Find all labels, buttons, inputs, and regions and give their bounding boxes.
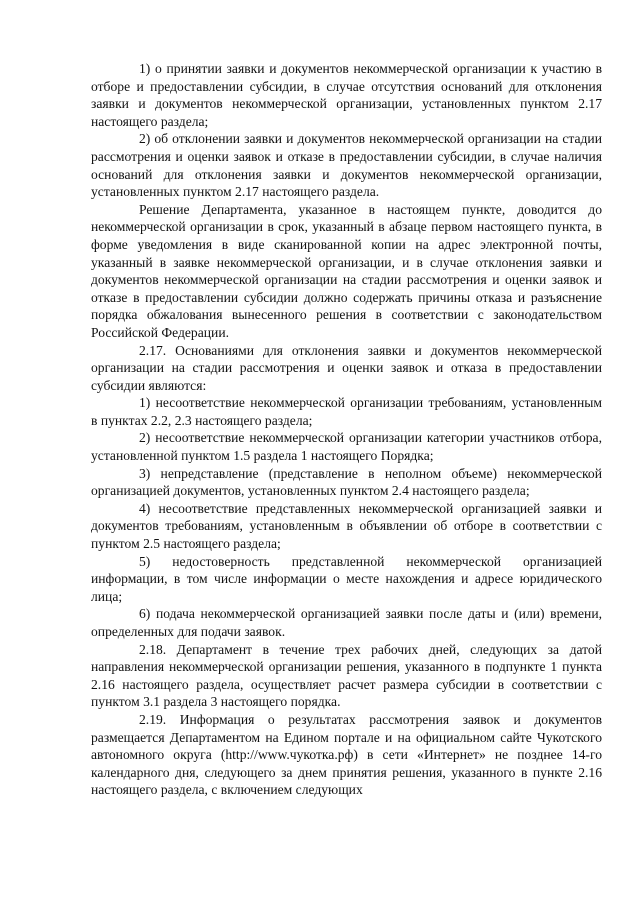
paragraph-decision-reject: 2) об отклонении заявки и документов некоммерческой организации на стадии рассмотрения и оценки заявок и отказе в предоставлении субсидии, в случае наличия оснований для отклонения заявки и документов некоммерческой организации, установленных пунктом 2.17 настоящего раздела. (91, 131, 602, 200)
document-page (91, 60, 602, 799)
paragraph-ground-2: 2) несоответствие некоммерческой организации категории участников отбора, установленной пунктом 1.5 раздела 1 настоящего Порядка; (91, 430, 602, 464)
paragraph-decision-accept: 1) о принятии заявки и документов некоммерческой организации к участию в отборе и предоставлении субсидии, в случае отсутствия оснований для отклонения заявки и документов некоммерческой организации, установленных пунктом 2.17 настоящего раздела; (91, 61, 602, 129)
paragraph-ground-5: 5) недостоверность представленной некоммерческой организацией информации, в том числе информации о месте нахождения и адресе юридического лица; (91, 553, 602, 604)
paragraph-decision-notice: Решение Департамента, указанное в настоящем пункте, доводится до некоммерческой организации в срок, указанный в абзаце первом настоящего пункта, в форме уведомления в виде сканированной копии на адрес электронной почты, указанный в заявке некоммерческой организации, и в случае отклонения заявки и документов некоммерческой организации на стадии рассмотрения и оценки заявок и отказе в предоставлении субсидии должно содержать причины отказа и разъяснение порядка обжалования вынесенного решения в соответствии с законодательством Российской Федерации. (91, 201, 602, 340)
paragraph-ground-3: 3) непредставление (представление в неполном объеме) некоммерческой организацией документов, установленных пунктом 2.4 настоящего раздела; (91, 465, 602, 499)
paragraph-2-18: 2.18. Департамент в течение трех рабочих дней, следующих за датой направления некоммерческой организации решения, указанного в подпункте 1 пункта 2.16 настоящего раздела, осуществляет расчет размера субсидии в соответствии с пунктом 3.1 раздела 3 настоящего порядка. (91, 641, 602, 710)
paragraph-2-17-intro: 2.17. Основаниями для отклонения заявки и документов некоммерческой организации на стадии рассмотрения и оценки заявок и отказа в предоставлении субсидии являются: (91, 342, 602, 393)
paragraph-ground-6: 6) подача некоммерческой организацией заявки после даты и (или) времени, определенных для подачи заявок. (91, 606, 602, 639)
paragraph-ground-1: 1) несоответствие некоммерческой организации требованиям, установленным в пунктах 2.2, 2.3 настоящего раздела; (91, 395, 602, 428)
paragraph-2-19: 2.19. Информация о результатах рассмотрения заявок и документов размещается Департаментом на Едином портале и на официальном сайте Чукотского автономного округа (http://www.чукотка.рф) в сети «Интернет» не позднее 14-го календарного дня, следующего за днем принятия решения, указанного в пункте 2.16 настоящего раздела, с включением следующих (91, 711, 602, 798)
paragraph-ground-4: 4) несоответствие представленных некоммерческой организацией заявки и документов требованиям, установленным в объявлении об отборе в соответствии с пунктом 2.5 настоящего раздела; (91, 500, 602, 552)
